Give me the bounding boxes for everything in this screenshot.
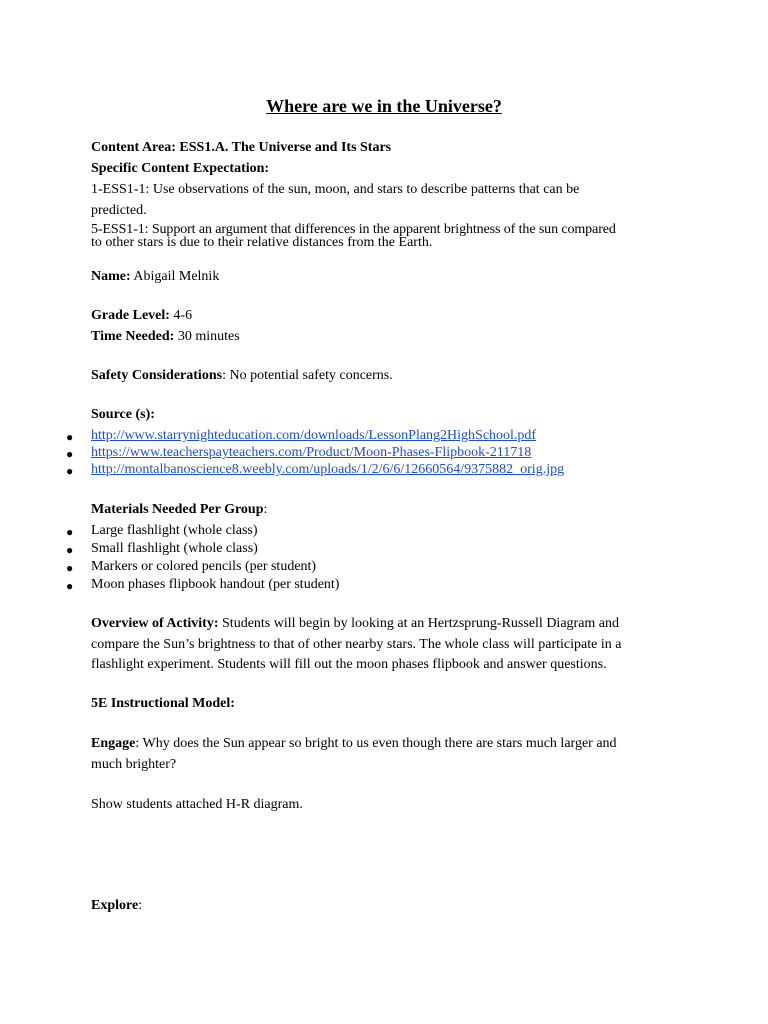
source-link-2[interactable]: https://www.teacherspayteachers.com/Product/Moon-Phases-Flipbook-211718: [91, 445, 532, 460]
grade-label: Grade Level:: [91, 308, 170, 323]
source-bullet-3: ●: [66, 464, 74, 478]
sources-label: Source (s):: [91, 407, 155, 422]
engage-label: Engage: [91, 736, 136, 751]
overview-label: Overview of Activity:: [91, 616, 219, 631]
material-item-1: Large flashlight (whole class): [91, 523, 258, 538]
expectation-5-line1: 5-ESS1-1: Support an argument that differences in the apparent brightness of the sun compared: [91, 222, 616, 237]
overview-text-1: Students will begin by looking at an Hertzsprung-Russell Diagram and: [218, 616, 620, 631]
source-item-3[interactable]: [91, 462, 564, 478]
expectation-5-line2: to other stars is due to their relative distances from the Earth.: [91, 235, 433, 250]
source-link-3[interactable]: http://montalbanoscience8.weebly.com/uploads/1/2/6/6/12660564/9375882_orig.jpg: [91, 462, 565, 477]
source-bullet-2: ●: [66, 447, 74, 461]
model-label: 5E Instructional Model:: [91, 696, 235, 711]
materials-colon: :: [263, 502, 268, 517]
material-bullet-3: ●: [66, 561, 74, 575]
name-value: Abigail Melnik: [133, 269, 220, 284]
explore-label: Explore: [91, 898, 139, 913]
expectation-1-line2: predicted.: [91, 203, 147, 218]
material-bullet-1: ●: [66, 525, 74, 539]
material-item-2: Small flashlight (whole class): [91, 541, 258, 556]
time-line: [91, 329, 240, 345]
material-bullet-2: ●: [66, 543, 74, 557]
explore-line: [91, 898, 142, 914]
overview-line1: [91, 616, 619, 632]
source-link-1[interactable]: http://www.starrynighteducation.com/downloads/LessonPlang2HighSchool.pdf: [91, 428, 537, 443]
overview-line3: flashlight experiment. Students will fill out the moon phases flipbook and answer questions.: [91, 657, 607, 672]
source-item-1[interactable]: [91, 428, 536, 444]
content-area-value: ESS1.A. The Universe and Its Stars: [179, 140, 392, 155]
expectation-1-line1: 1-ESS1-1: Use observations of the sun, moon, and stars to describe patterns that can be: [91, 182, 580, 197]
content-area-line: [91, 140, 391, 156]
name-label: Name:: [91, 269, 131, 284]
material-item-4: Moon phases flipbook handout (per student): [91, 577, 340, 592]
material-item-3: Markers or colored pencils (per student): [91, 559, 317, 574]
engage-line1: [91, 736, 617, 752]
materials-label: Materials Needed Per Group: [91, 502, 264, 517]
document-title: Where are we in the Universe?: [266, 96, 502, 116]
engage-text-1: : Why does the Sun appear so bright to us even though there are stars much larger and: [135, 736, 617, 751]
safety-line: [91, 368, 393, 384]
engage-line2: much brighter?: [91, 757, 177, 772]
materials-heading: [91, 502, 267, 518]
explore-colon: :: [138, 898, 143, 913]
source-bullet-1: ●: [66, 430, 74, 444]
time-label: Time Needed:: [91, 329, 175, 344]
time-value: 30 minutes: [177, 329, 240, 344]
show-diagram-line: Show students attached H-R diagram.: [91, 797, 303, 812]
name-line: [91, 269, 219, 285]
overview-line2: compare the Sun’s brightness to that of other nearby stars. The whole class will participate in a: [91, 637, 622, 652]
material-bullet-4: ●: [66, 579, 74, 593]
safety-value: : No potential safety concerns.: [222, 368, 393, 383]
specific-expectation-label: Specific Content Expectation:: [91, 161, 270, 176]
source-item-2[interactable]: [91, 445, 531, 461]
content-area-label: Content Area:: [91, 140, 176, 155]
grade-value: 4-6: [173, 308, 193, 323]
grade-line: [91, 308, 192, 324]
safety-label: Safety Considerations: [91, 368, 223, 383]
